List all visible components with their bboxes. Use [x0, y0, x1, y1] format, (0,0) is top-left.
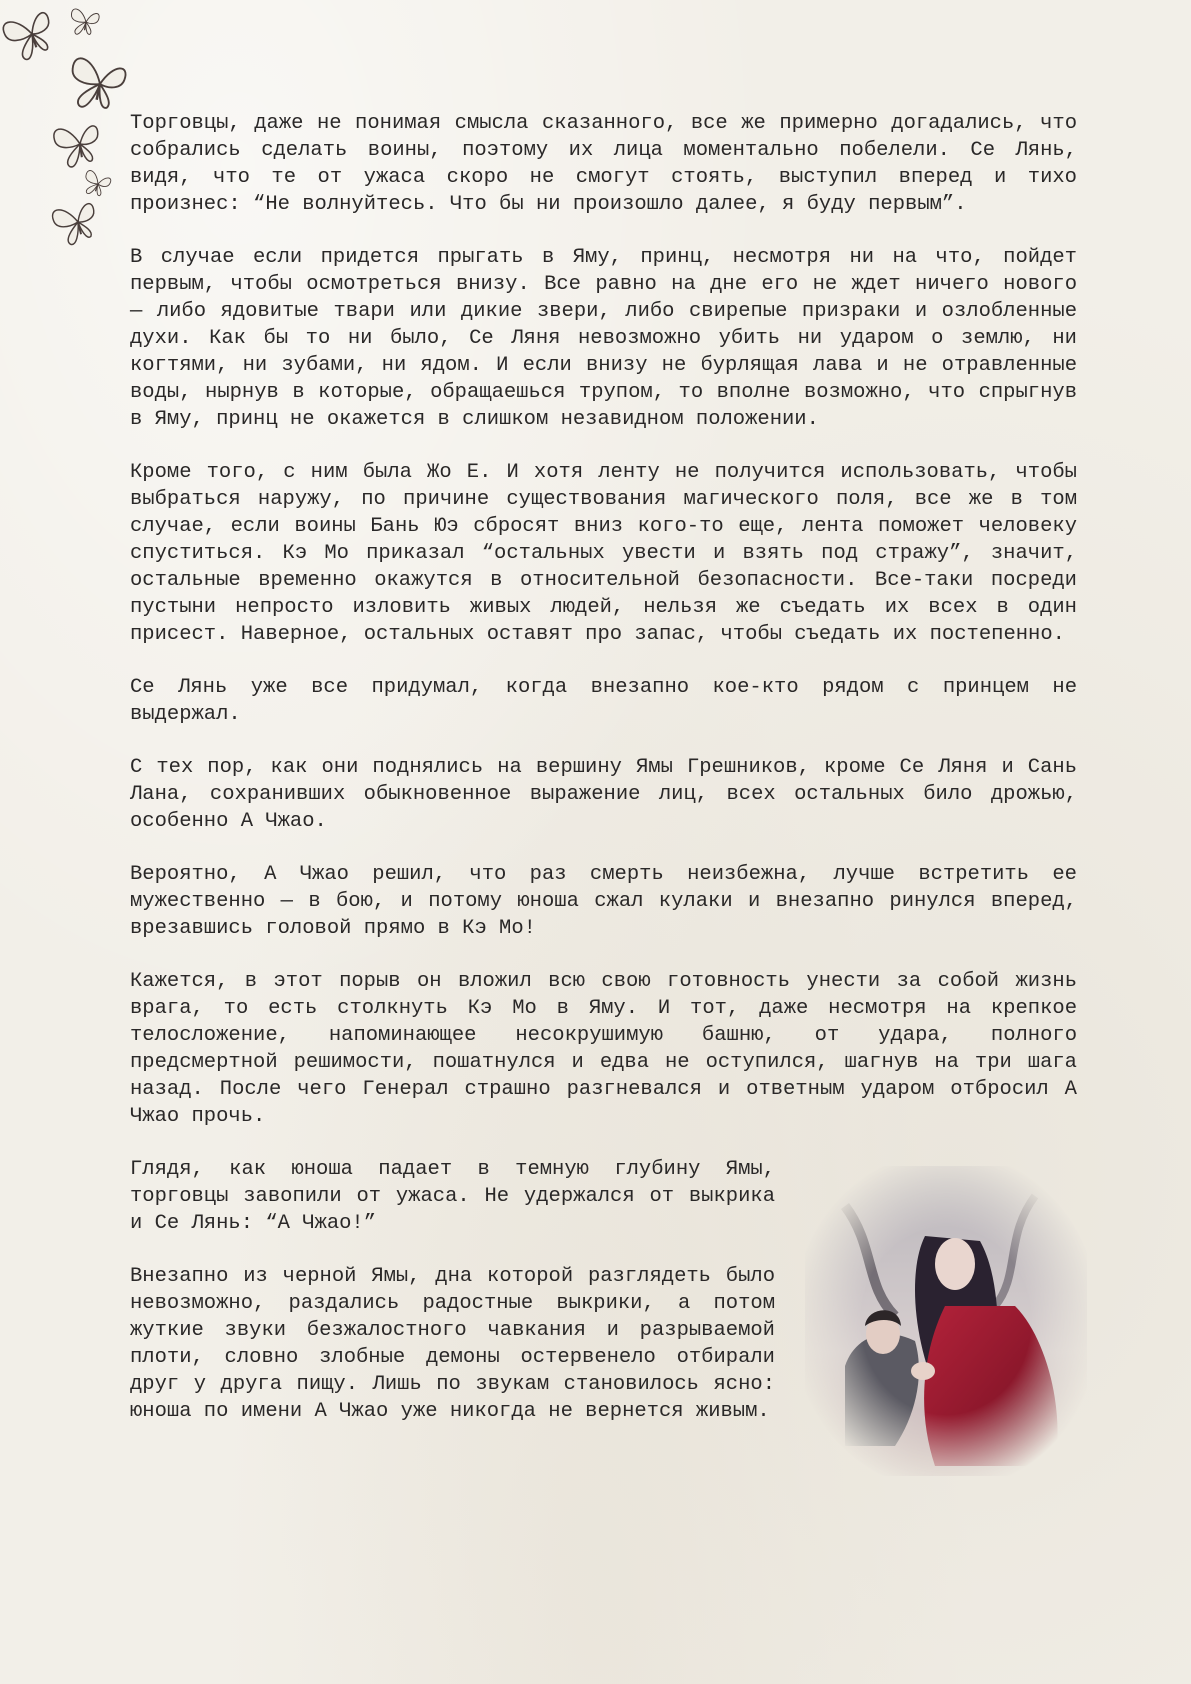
paragraph: Внезапно из черной Ямы, дна которой разглядеть было невозможно, раздались радостные выкрики, а потом жуткие звуки безжалостного чавкания и разрываемой плоти, словно злобные демоны остервенело отбирали друг у друга пищу. Лишь по звукам становилось ясно: юноша по имени А Чжао уже никогда не вернется живым. — [130, 1265, 775, 1423]
paragraph: Глядя, как юноша падает в темную глубину Ямы, торговцы завопили от ужаса. Не удержался от выкрика и Се Лянь: “А Чжао!” — [130, 1158, 775, 1235]
text-column — [130, 110, 1077, 1476]
paragraph: Торговцы, даже не понимая смысла сказанного, все же примерно догадались, что собрались сделать воины, поэтому их лица моментально побелели. Се Лянь, видя, что те от ужаса скоро не смогут стоять, выступил вперед и тихо произнес: “Не волнуйтесь. Что бы ни произошло далее, я буду первым”. — [130, 112, 1077, 216]
paragraph: Вероятно, А Чжао решил, что раз смерть неизбежна, лучше встретить ее мужественно — в бою, и потому юноша сжал кулаки и внезапно ринулся вперед, врезавшись головой прямо в Кэ Мо! — [130, 863, 1077, 940]
paragraph: С тех пор, как они поднялись на вершину Ямы Грешников, кроме Се Ляня и Сань Лана, сохранивших обыкновенное выражение лиц, всех остальных било дрожью, особенно А Чжао. — [130, 756, 1077, 833]
paragraph: В случае если придется прыгать в Яму, принц, несмотря ни на что, пойдет первым, чтобы осмотреться внизу. Все равно на дне его не ждет ничего нового — либо ядовитые твари или дикие звери, либо свирепые призраки и озлобленные духи. Как бы то ни было, Се Ляня невозможно убить ни ударом о землю, ни когтями, ни зубами, ни ядом. И если внизу не бурлящая лава и не отравленные воды, нырнув в которые, обращаешься трупом, то вполне возможно, что спрыгнув в Яму, принц не окажется в слишком незавидном положении. — [130, 246, 1077, 431]
paragraph: Кроме того, с ним была Жо Е. И хотя ленту не получится использовать, чтобы выбраться наружу, по причине существования магического поля, все же в том случае, если воины Бань Юэ сбросят вниз кого-то еще, лента поможет человеку спуститься. Кэ Мо приказал “остальных увести и взять под стражу”, значит, остальные временно окажутся в относительной безопасности. Все-таки посреди пустыни непросто изловить живых людей, нельзя же съедать их всех в один присест. Наверное, остальных оставят про запас, чтобы съедать их постепенно. — [130, 461, 1077, 646]
paragraph: Кажется, в этот порыв он вложил всю свою готовность унести за собой жизнь врага, то есть столкнуть Кэ Мо в Яму. И тот, даже несмотря на крепкое телосложение, напоминающее несокрушимую башню, от удара, полного предсмертной решимости, пошатнулся и едва не оступился, шагнув на три шага назад. После чего Генерал страшно разгневался и ответным ударом отбросил А Чжао прочь. — [130, 970, 1077, 1128]
character-illustration — [805, 1166, 1087, 1476]
paragraph: Се Лянь уже все придумал, когда внезапно кое-кто рядом с принцем не выдержал. — [130, 676, 1077, 726]
butterflies-icon — [0, 0, 150, 260]
